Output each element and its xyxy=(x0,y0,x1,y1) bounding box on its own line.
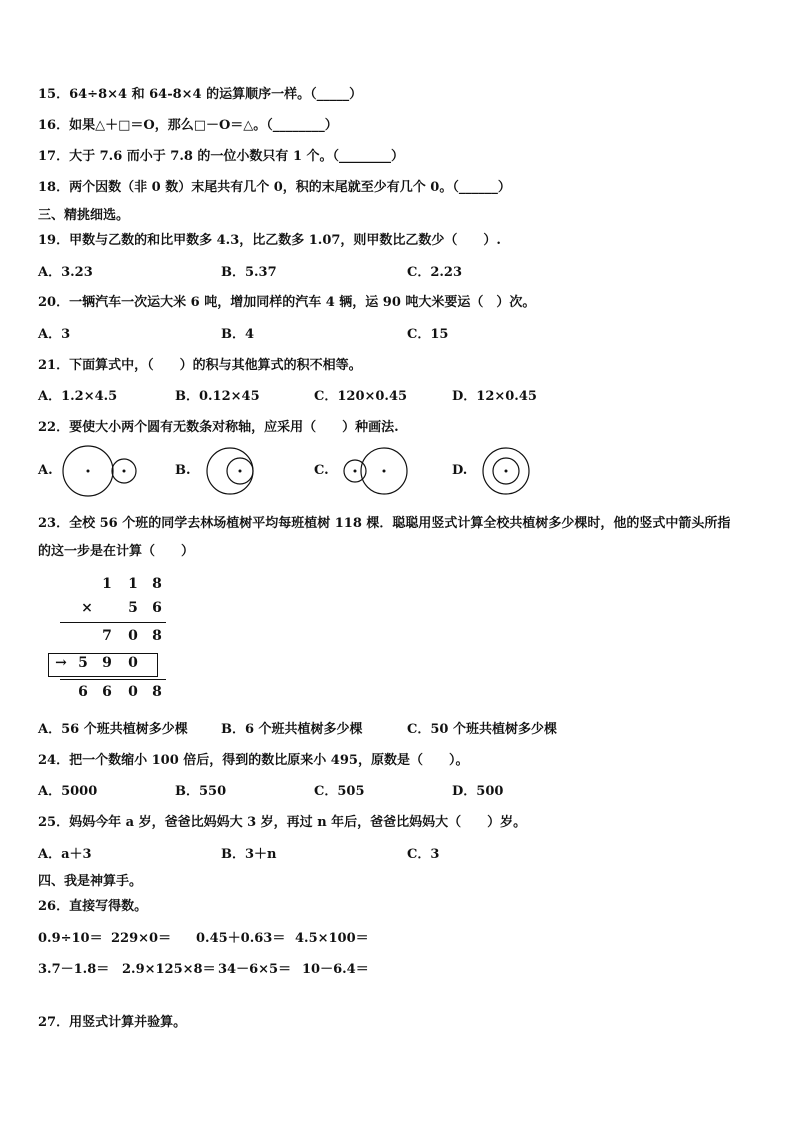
digit: 1 xyxy=(128,576,138,592)
digit: 8 xyxy=(152,576,162,592)
q26-item: 2.9×125×8＝ xyxy=(122,962,216,977)
rule-line xyxy=(60,679,166,680)
q22-figure-d xyxy=(478,443,534,499)
digit: 1 xyxy=(102,576,112,592)
arrow-icon: → xyxy=(55,655,67,671)
q22-figure-b xyxy=(204,443,260,499)
digit: 9 xyxy=(102,655,112,671)
rule-line xyxy=(60,622,166,623)
q26-item: 229×0＝ xyxy=(111,931,172,946)
digit: 7 xyxy=(102,628,112,644)
q21: 21．下面算式中，（ ）的积与其他算式的积不相等。 xyxy=(38,358,362,373)
q25-option-a: A．a＋3 xyxy=(38,847,92,862)
digit: 0 xyxy=(128,655,138,671)
q26-item: 3.7－1.8＝ xyxy=(38,962,110,977)
digit: 6 xyxy=(78,684,88,700)
q20-option-a: A．3 xyxy=(38,327,71,342)
q26-item: 34－6×5＝ xyxy=(218,962,292,977)
q25-option-c: C．3 xyxy=(407,847,440,862)
q24-option-b: B．550 xyxy=(175,784,227,799)
digit: 0 xyxy=(128,628,138,644)
q24: 24．把一个数缩小 100 倍后，得到的数比原来小 495，原数是（ ）。 xyxy=(38,753,469,768)
q20-option-b: B．4 xyxy=(221,327,255,342)
q15: 15．64÷8×4 和 64-8×4 的运算顺序一样。（_____） xyxy=(38,87,363,102)
digit: 5 xyxy=(128,600,138,616)
q18: 18．两个因数（非 0 数）末尾共有几个 0，积的末尾就至少有几个 0。（______） xyxy=(38,180,511,195)
q19: 19．甲数与乙数的和比甲数多 4.3，比乙数多 1.07，则甲数比乙数少（ ）. xyxy=(38,233,501,248)
digit: 0 xyxy=(128,684,138,700)
q25: 25．妈妈今年 a 岁，爸爸比妈妈大 3 岁，再过 n 年后，爸爸比妈妈大（ ）岁。 xyxy=(38,815,527,830)
q17: 17．大于 7.6 而小于 7.8 的一位小数只有 1 个。（________） xyxy=(38,149,405,164)
q22-label-b: B. xyxy=(175,463,191,478)
times-sign: × xyxy=(81,600,93,616)
q21-option-d: D．12×0.45 xyxy=(452,389,537,404)
section-4-title: 四、我是神算手。 xyxy=(38,874,143,889)
q21-option-a: A．1.2×4.5 xyxy=(38,389,118,404)
q22-label-a: A. xyxy=(38,463,53,478)
q22-label-d: D. xyxy=(452,463,468,478)
q22-label-c: C. xyxy=(314,463,329,478)
q19-option-b: B．5.37 xyxy=(221,265,277,280)
q24-option-c: C．505 xyxy=(314,784,365,799)
q26-item: 0.9÷10＝ xyxy=(38,931,103,946)
q20-option-c: C．15 xyxy=(407,327,449,342)
q19-option-a: A．3.23 xyxy=(38,265,93,280)
q21-option-b: B．0.12×45 xyxy=(175,389,260,404)
q16: 16．如果△＋□＝O，那么□－O＝△。（________） xyxy=(38,118,338,133)
q26-item: 10－6.4＝ xyxy=(302,962,369,977)
q23-option-c: C．50 个班共植树多少棵 xyxy=(407,722,557,737)
q26-item: 4.5×100＝ xyxy=(295,931,369,946)
q24-option-a: A．5000 xyxy=(38,784,98,799)
q27: 27．用竖式计算并验算。 xyxy=(38,1015,187,1030)
q22: 22．要使大小两个圆有无数条对称轴，应采用（ ）种画法. xyxy=(38,420,399,435)
q23-line-2: 的这一步是在计算（ ） xyxy=(38,544,195,559)
q19-option-c: C．2.23 xyxy=(407,265,463,280)
q24-option-d: D．500 xyxy=(452,784,504,799)
digit: 6 xyxy=(102,684,112,700)
q20: 20．一辆汽车一次运大米 6 吨，增加同样的汽车 4 辆，运 90 吨大米要运（ ）次。 xyxy=(38,295,536,310)
q26: 26．直接写得数。 xyxy=(38,899,148,914)
vertical-multiplication xyxy=(40,572,180,704)
q23-line-1: 23．全校 56 个班的同学去林场植树平均每班植树 118 棵．聪聪用竖式计算全校共植树多少棵时，他的竖式中箭头所指 xyxy=(38,516,731,531)
q21-option-c: C．120×0.45 xyxy=(314,389,408,404)
digit: 8 xyxy=(152,684,162,700)
digit: 5 xyxy=(78,655,88,671)
digit: 6 xyxy=(152,600,162,616)
digit: 8 xyxy=(152,628,162,644)
q25-option-b: B．3＋n xyxy=(221,847,277,862)
section-3-title: 三、精挑细选。 xyxy=(38,208,130,223)
q22-figure-c xyxy=(340,443,412,499)
q22-figure-a xyxy=(60,443,142,499)
q23-option-a: A．56 个班共植树多少棵 xyxy=(38,722,188,737)
q26-item: 0.45＋0.63＝ xyxy=(196,931,286,946)
q23-option-b: B．6 个班共植树多少棵 xyxy=(221,722,363,737)
